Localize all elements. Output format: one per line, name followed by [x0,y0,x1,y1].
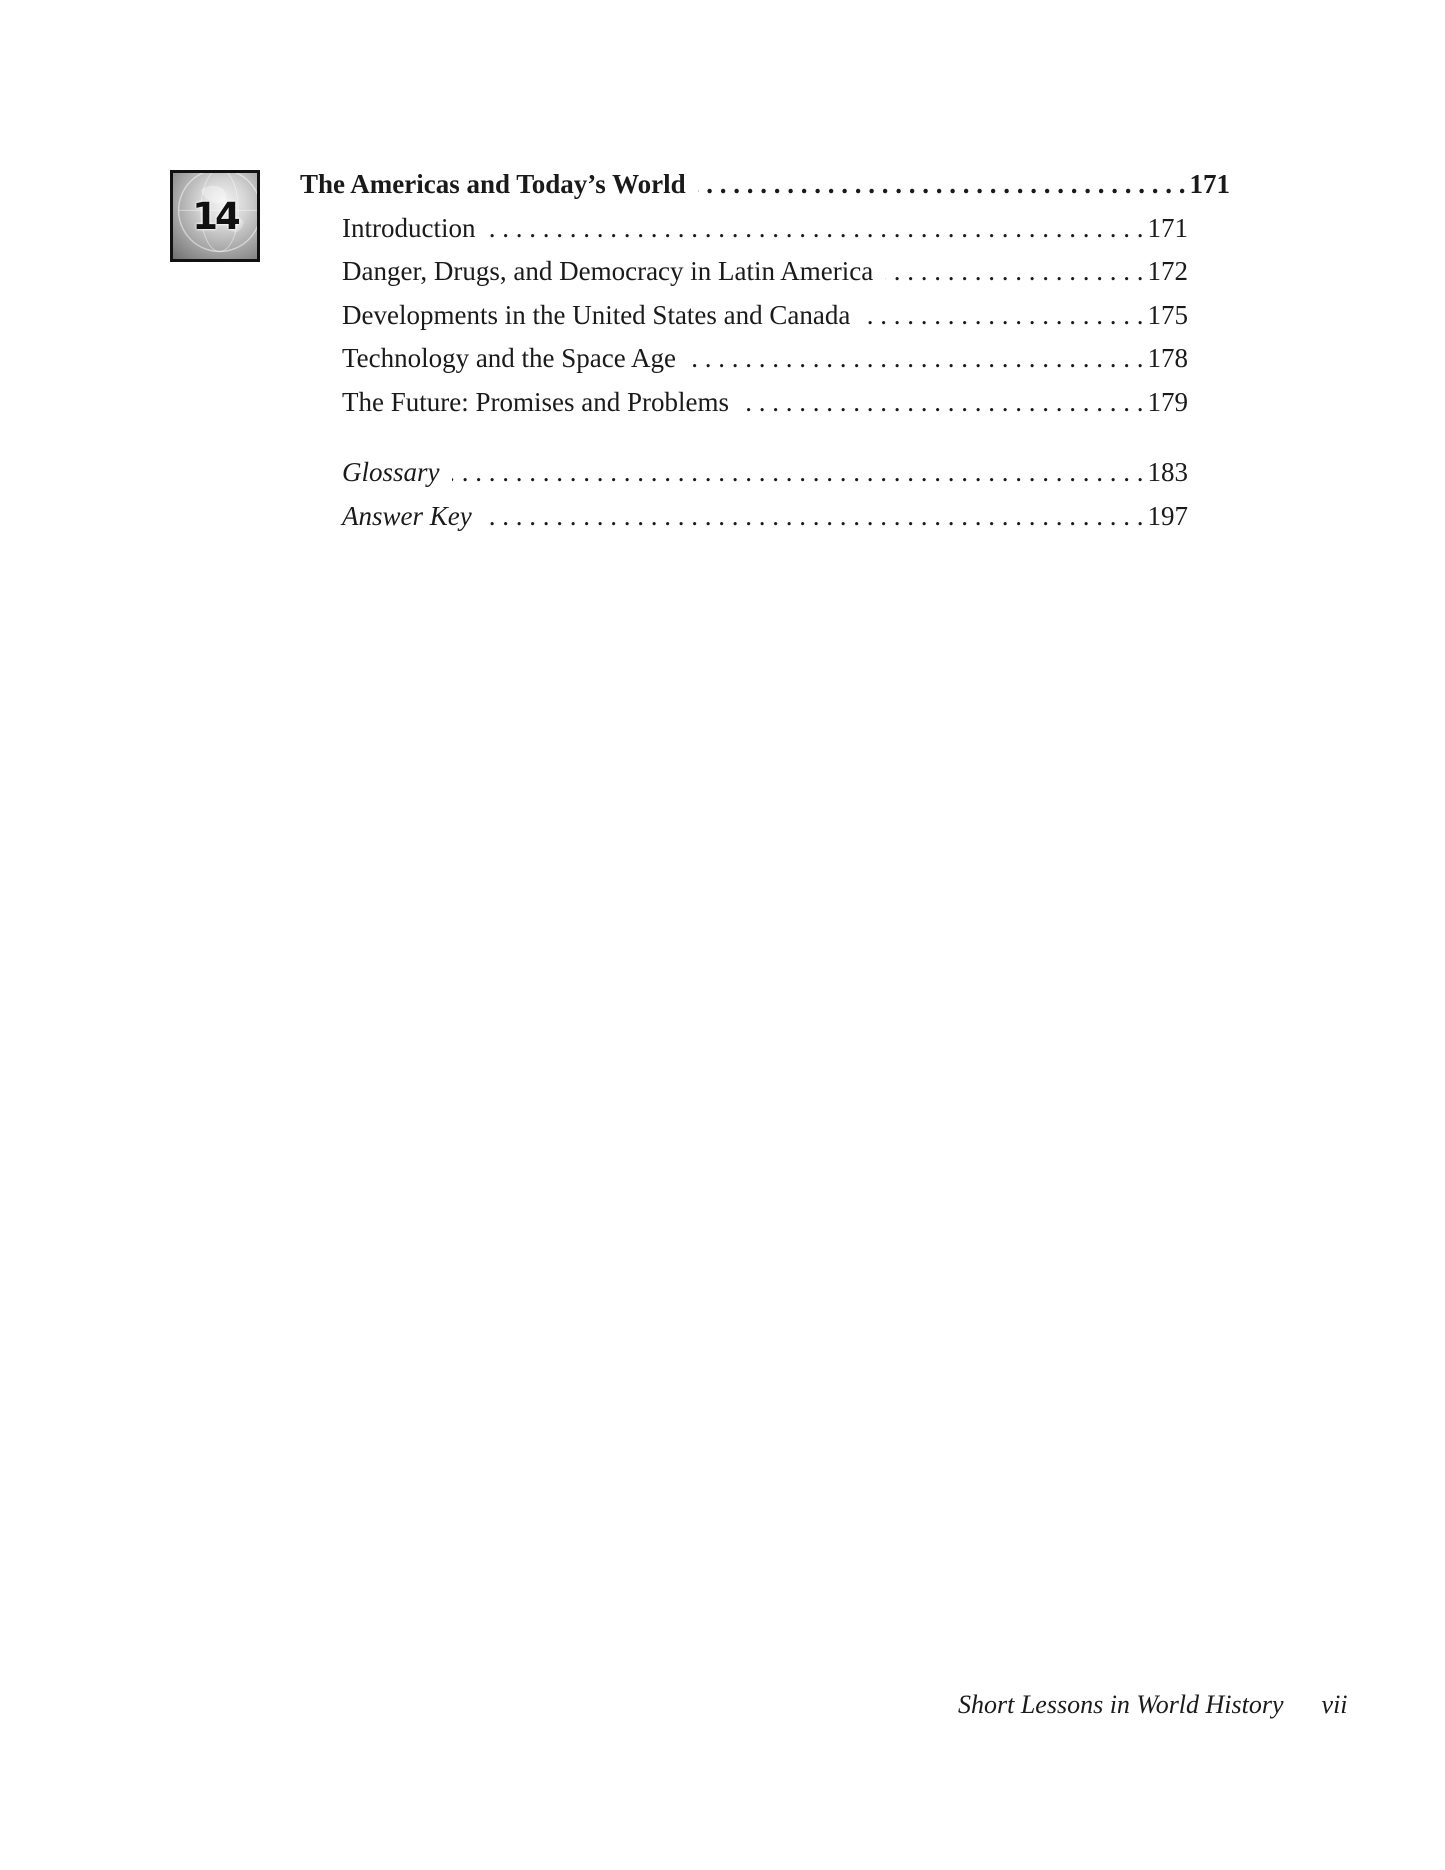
dot-leader [487,207,1143,251]
page-folio: vii [1321,1690,1348,1719]
toc-page-number: 171 [1189,169,1230,199]
toc-page-number: 183 [1147,457,1188,487]
toc-entry[interactable] [342,337,1188,381]
toc-page-number: 171 [1147,212,1188,243]
toc-entry-title: The Future: Promises and Problems [342,386,729,417]
dot-leader [741,381,1144,425]
dot-leader [452,451,1144,495]
table-of-contents [300,163,1230,538]
page-footer [958,1690,1348,1720]
dot-leader [885,250,1143,294]
toc-entry-title: Introduction [342,212,476,243]
chapter-badge [170,170,260,262]
toc-entry-title: Developments in the United States and Canada [342,299,851,330]
toc-page-number: 172 [1147,256,1188,286]
toc-answer-key-entry[interactable] [342,495,1188,539]
dot-leader [484,495,1144,539]
toc-chapter-entry[interactable] [300,163,1230,207]
toc-entry[interactable] [342,207,1188,251]
section-spacer [300,424,1230,451]
toc-entry-title: Technology and the Space Age [342,343,677,373]
toc-entry-title: Glossary [342,457,440,487]
chapter-number: 14 [192,195,238,238]
toc-page-number: 179 [1147,386,1188,417]
book-title: Short Lessons in World History [958,1690,1284,1719]
toc-entry[interactable] [342,250,1188,294]
dot-leader [862,294,1143,338]
toc-entry-title: Answer Key [342,500,472,531]
toc-page-number: 197 [1147,500,1188,531]
dot-leader [688,337,1143,381]
dot-leader [698,163,1186,207]
toc-entry-title: The Americas and Today’s World [300,169,686,199]
toc-glossary-entry[interactable] [342,451,1188,495]
toc-entry[interactable] [342,294,1188,338]
toc-entry-title: Danger, Drugs, and Democracy in Latin America [342,256,874,286]
toc-page-number: 178 [1147,343,1188,373]
toc-page-number: 175 [1147,299,1188,330]
toc-entry[interactable] [342,381,1188,425]
